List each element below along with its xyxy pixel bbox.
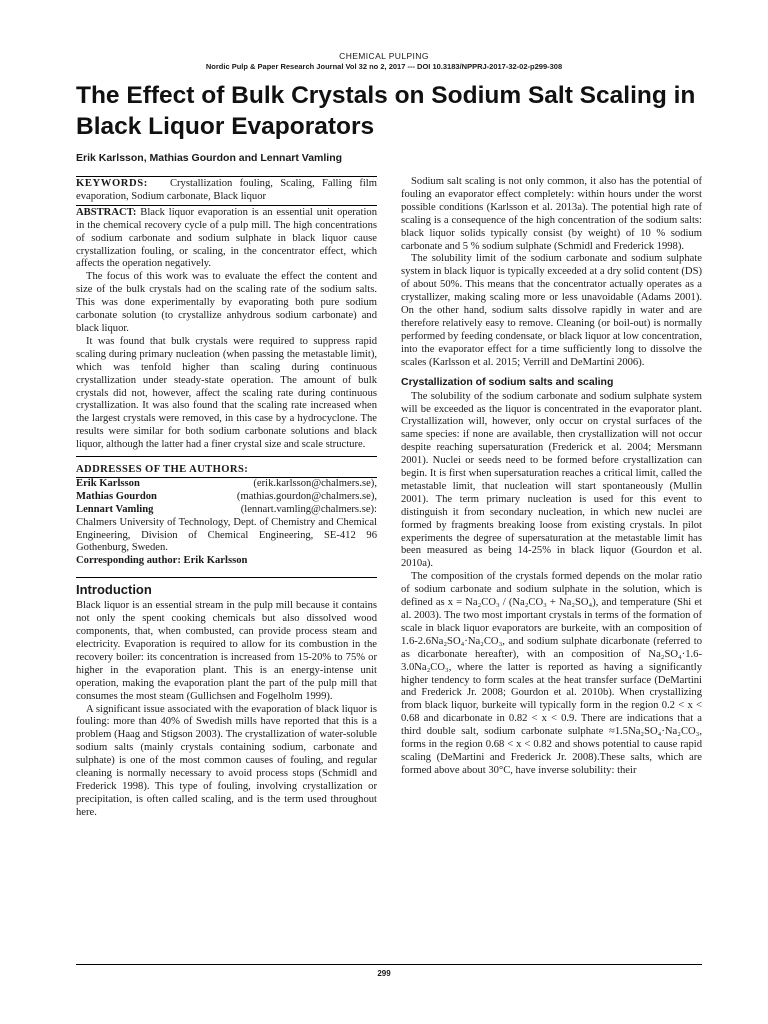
right-p3: The solubility of the sodium carbonate and sodium sulphate system will be exceeded as the liquor is concentrated in the evaporator plant. Crystallization will, however, only occur on crystal surfaces of the same species: if none are available, then crystallization will not occur despite reaching supersaturation (Frederick et al. 2004; Mersmann 2001). Nuclei or seeds need to be formed before crystallization can begin. It is first when supersaturation reaches a critical limit, called the metastable limit, that nucleation will start spontaneously (Mullin 2001). The term primary nucleation is used for this event to distinguish it from secondary nucleation, in which new nuclei are formed by fragments breaking loose from existing crystals. In pilot experiments the degree of supersaturation at the metastable limit has been measured as being 14-25% in black liquor (Gourdon et al. 2010a). bbox=[401, 390, 702, 570]
address-row bbox=[76, 504, 377, 517]
corresponding-author: Corresponding author: Erik Karlsson bbox=[76, 555, 248, 567]
affiliation: Chalmers University of Technology, Dept. of Chemistry and Chemical Engineering, Division of Chemical Engineering, SE-412 96 Gothenburg, Sweden. bbox=[76, 516, 377, 554]
right-column bbox=[401, 176, 702, 778]
author-email: (lennart.vamling@chalmers.se): bbox=[240, 503, 377, 515]
intro-p2: A significant issue associated with the evaporation of black liquor is fouling: more than 40% of Swedish mills have reported that this is a problem (Haag and Stigson 2003). The crystallization of water-soluble sodium salts (mainly crystals containing sodium, carbonate and sulphate) is one of the most common causes of fouling, and regular cleaning is normally necessary to avoid process stops (Schmidl and Frederick 1998). This type of fouling, involving crystallization or precipitation, is often called scaling, and is the term used throughout here. bbox=[76, 703, 377, 818]
right-p2: The solubility limit of the sodium carbonate and sodium sulphate system in black liquor is typically exceeded at a dry solid content (DS) of about 50%. This means that the concentrator actually operates as a crystallizer, making scaling more or less unavoidable (Adams 2001). On the other hand, sodium salts dissolve rapidly in water and are therefore relatively easy to remove. Cleaning (or boil-out) is normally performed by feeding condensate, or black liquor at low concentration, into the evaporator effect for a time sufficiently long to dissolve the scales (Karlsson et al. 2015; Verrill and DeMartini 2006). bbox=[401, 253, 702, 368]
journal-section: CHEMICAL PULPING bbox=[339, 51, 429, 61]
abstract bbox=[76, 206, 377, 457]
abstract-label: ABSTRACT: bbox=[76, 206, 137, 218]
author-addresses bbox=[76, 464, 377, 568]
author-email: (mathias.gourdon@chalmers.se), bbox=[236, 490, 377, 502]
addresses-title: ADDRESSES OF THE AUTHORS: bbox=[76, 464, 377, 478]
footer-rule bbox=[76, 964, 702, 965]
author-name: Erik Karlsson bbox=[76, 477, 140, 489]
abstract-p1: Black liquor evaporation is an essential unit operation in the chemical recovery cycle of a pulp mill. The high concentrations of sodium carbonate and sodium sulphate in black liquor cause crystallization fouling, or scaling, in the concentrator effect, which affects the operation negatively. bbox=[76, 206, 377, 270]
journal-citation: Nordic Pulp & Paper Research Journal Vol 32 no 2, 2017 --- DOI 10.3183/NPPRJ-2017-32-02-p299-308 bbox=[205, 62, 563, 71]
address-row bbox=[76, 491, 377, 504]
abstract-p3: It was found that bulk crystals were required to suppress rapid scaling during primary nucleation (when passing the metastable limit), which was tenfold higher than scaling during continuous crystallization under steady-state operation. The amount of bulk crystals did not, however, affect the scaling rate during continuous crystallization. It was also found that the scaling rate increased when the largest crystals were removed, in this case by a hydrocyclone. The results were similar for both sodium carbonate solutions and black liquor, although the latter had a finer crystal size and scale structure. bbox=[76, 335, 377, 451]
address-row bbox=[76, 478, 377, 491]
abstract-p2: The focus of this work was to evaluate the effect the content and size of the bulk crystals had on the scaling rate of the sodium salts. This was done experimentally by evaporating both pure sodium carbonate solution (to crystallize anhydrous sodium carbonate) and black liquor. bbox=[76, 271, 377, 334]
keywords-box bbox=[76, 176, 377, 206]
running-head bbox=[0, 51, 768, 72]
paper-title: The Effect of Bulk Crystals on Sodium Salt Scaling in Black Liquor Evaporators bbox=[76, 82, 696, 140]
section-heading: Crystallization of sodium salts and scaling bbox=[401, 375, 614, 388]
right-p1: Sodium salt scaling is not only common, it also has the potential of fouling an evaporator effect completely: within hours under the worst possible conditions (Karlsson et al. 2013a). The potential high rate of scaling is a consequence of the high concentration of the sodium salts: black liquor solids typically consist (by weight) of 10 % sodium carbonate and 5 % sodium sulphate (Schmidl and Frederick 1998). bbox=[401, 176, 702, 252]
right-p4: The composition of the crystals formed depends on the molar ratio of sodium carbonate and sodium sulphate in the solution, which is defined as x = Na₂CO₃ / (Na₂CO₃ + Na₂SO₄), and temperature (Shi et al. 2003). The two most important crystals in terms of the formation of scale in black liquor evaporators are burkeite, with an composition of 1.6-2.6Na₂SO₄·Na₂CO₃, and sodium sulphate dicarbonate (referred to as dicarbonate hereafter), with an composition of Na₂SO₄·1.6-3.0Na₂CO₃, where the latter is reported as having a significantly higher tendency to form scales at the heat transfer surface (DeMartini and Frederick Jr. 2008; Gourdon et al. 2010b). When crystallizing from black liquor, burkeite will typically form in the region 0.2 < x < 0.68 and dicarbonate in 0.82 < x < 0.9. There are indications that a third double salt, sodium carbonate sulphate ≈1.5Na₂SO₄·Na₂CO₃, forms in the region 0.68 < x < 0.82 and shows potential to cause rapid scaling (DeMartini and Frederick Jr. 2008).These salts, which are formed above about 30°C, have inverse solubility: their bbox=[401, 571, 702, 776]
keywords-text: Crystallization fouling, Scaling, Falling film evaporation, Sodium carbonate, Black liquor bbox=[76, 178, 377, 202]
left-column bbox=[76, 176, 377, 820]
page-number: 299 bbox=[377, 969, 391, 978]
author-email: (erik.karlsson@chalmers.se), bbox=[253, 477, 377, 489]
author-name: Mathias Gourdon bbox=[76, 490, 157, 502]
intro-heading: Introduction bbox=[76, 577, 377, 597]
author-name: Lennart Vamling bbox=[76, 503, 154, 515]
intro-p1: Black liquor is an essential stream in the pulp mill because it contains not only the spent cooking chemicals but also dissolved wood components, that, when combusted, can provide process steam and electricity. Evaporation is required to allow for its combustion in the recovery boiler: its concentration is increased from 15-20% to 75% or higher in the evaporation plant. This is an energy-intense unit operation, making the evaporation plant the part of the pulp mill that consumes the most steam (Gullichsen and Fogelholm 1999). bbox=[76, 600, 377, 702]
keywords-label: KEYWORDS: bbox=[76, 178, 148, 189]
paper-authors: Erik Karlsson, Mathias Gourdon and Lennart Vamling bbox=[76, 152, 343, 164]
